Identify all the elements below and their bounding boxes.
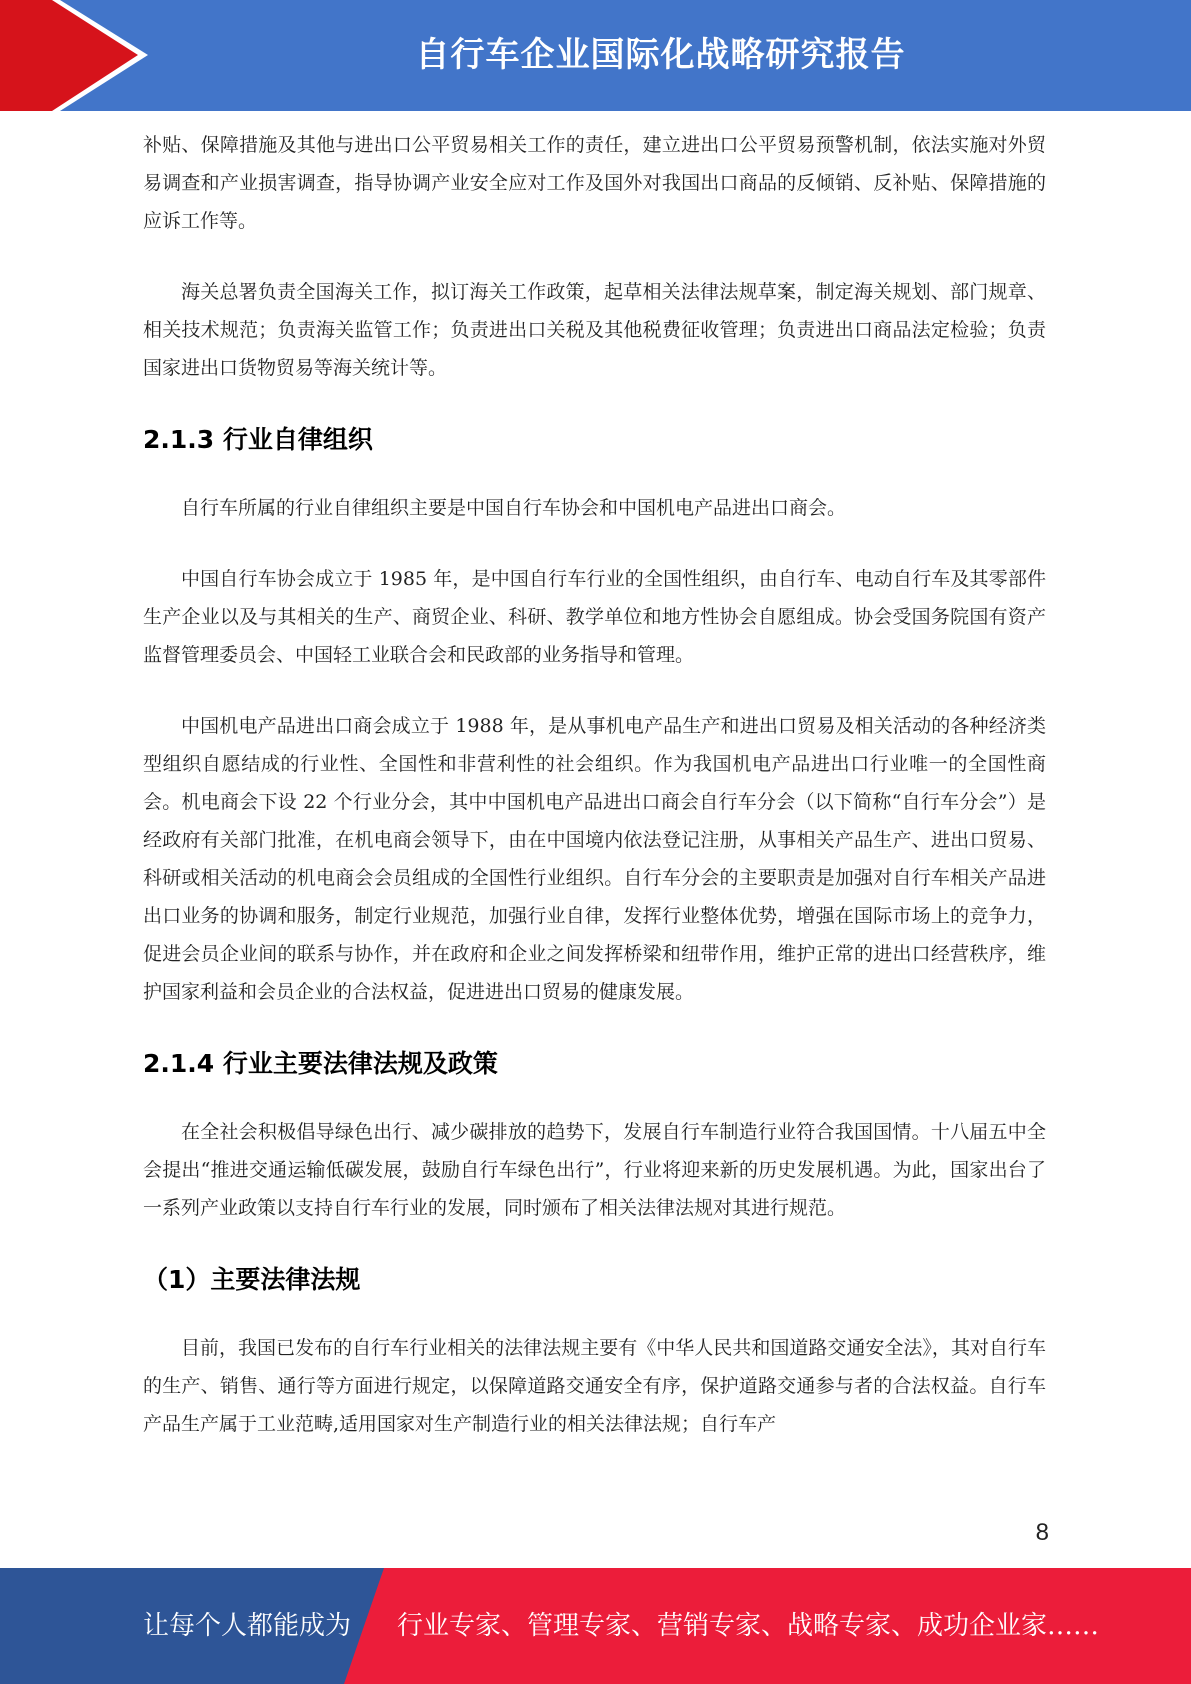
footer-slogan-right: 行业专家、管理专家、营销专家、战略专家、成功企业家…… — [397, 1611, 1100, 1641]
page-number: 8 — [1035, 1519, 1049, 1546]
section-heading-2-1-3: 2.1.3 行业自律组织 — [143, 425, 373, 454]
paragraph-continued: 补贴、保障措施及其他与进出口公平贸易相关工作的责任，建立进出口公平贸易预警机制，依法实施对外贸易调查和产业损害调查，指导协调产业安全应对工作及国外对我国出口商品的反倾销、反补贴、保障措施的应诉工作等。 — [143, 134, 1046, 232]
header-band — [0, 0, 1191, 111]
subsection-heading-laws: （1）主要法律法规 — [143, 1265, 361, 1294]
paragraph-customs: 海关总署负责全国海关工作，拟订海关工作政策，起草相关法律法规草案，制定海关规划、部门规章、相关技术规范；负责海关监管工作；负责进出口关税及其他税费征收管理；负责进出口商品法定检验；负责国家进出口货物贸易等海关统计等。 — [143, 281, 1046, 379]
paragraph-bicycle-association: 中国自行车协会成立于 1985 年，是中国自行车行业的全国性组织，由自行车、电动自行车及其零部件生产企业以及与其相关的生产、商贸企业、科研、教学单位和地方性协会自愿组成。协会受国务院国有资产监督管理委员会、中国轻工业联合会和民政部的业务指导和管理。 — [143, 568, 1046, 666]
report-title: 自行车企业国际化战略研究报告 — [415, 35, 906, 75]
footer-band — [0, 1568, 1191, 1684]
paragraph-laws: 目前，我国已发布的自行车行业相关的法律法规主要有《中华人民共和国道路交通安全法》，其对自行车的生产、销售、通行等方面进行规定，以保障道路交通安全有序，保护道路交通参与者的合法权益。自行车产品生产属于工业范畴,适用国家对生产制造行业的相关法律法规；自行车产 — [143, 1337, 1046, 1435]
paragraph-policy-intro: 在全社会积极倡导绿色出行、减少碳排放的趋势下，发展自行车制造行业符合我国国情。十八届五中全会提出“推进交通运输低碳发展，鼓励自行车绿色出行”，行业将迎来新的历史发展机遇。为此，国家出台了一系列产业政策以支持自行车行业的发展，同时颁布了相关法律法规对其进行规范。 — [143, 1121, 1046, 1219]
document-body — [143, 126, 1046, 1476]
paragraph-chamber-of-commerce: 中国机电产品进出口商会成立于 1988 年，是从事机电产品生产和进出口贸易及相关活动的各种经济类型组织自愿结成的行业性、全国性和非营利性的社会组织。作为我国机电产品进出口行业唯一的全国性商会。机电商会下设 22 个行业分会，其中中国机电产品进出口商会自行车分会（以下简称“自行车分会”）是经政府有关部门批准，在机电商会领导下，由在中国境内依法登记注册，从事相关产品生产、进出口贸易、科研或相关活动的机电商会会员组成的全国性行业组织。自行车分会的主要职责是加强对自行车相关产品进出口业务的协调和服务，制定行业规范，加强行业自律，发挥行业整体优势，增强在国际市场上的竞争力，促进会员企业间的联系与协作，并在政府和企业之间发挥桥梁和纽带作用，维护正常的进出口经营秩序，维护国家利益和会员企业的合法权益，促进进出口贸易的健康发展。 — [143, 715, 1046, 1003]
paragraph-self-regulation: 自行车所属的行业自律组织主要是中国自行车协会和中国机电产品进出口商会。 — [181, 497, 847, 519]
section-heading-2-1-4: 2.1.4 行业主要法律法规及政策 — [143, 1049, 498, 1078]
footer-slogan-left: 让每个人都能成为 — [143, 1611, 352, 1641]
